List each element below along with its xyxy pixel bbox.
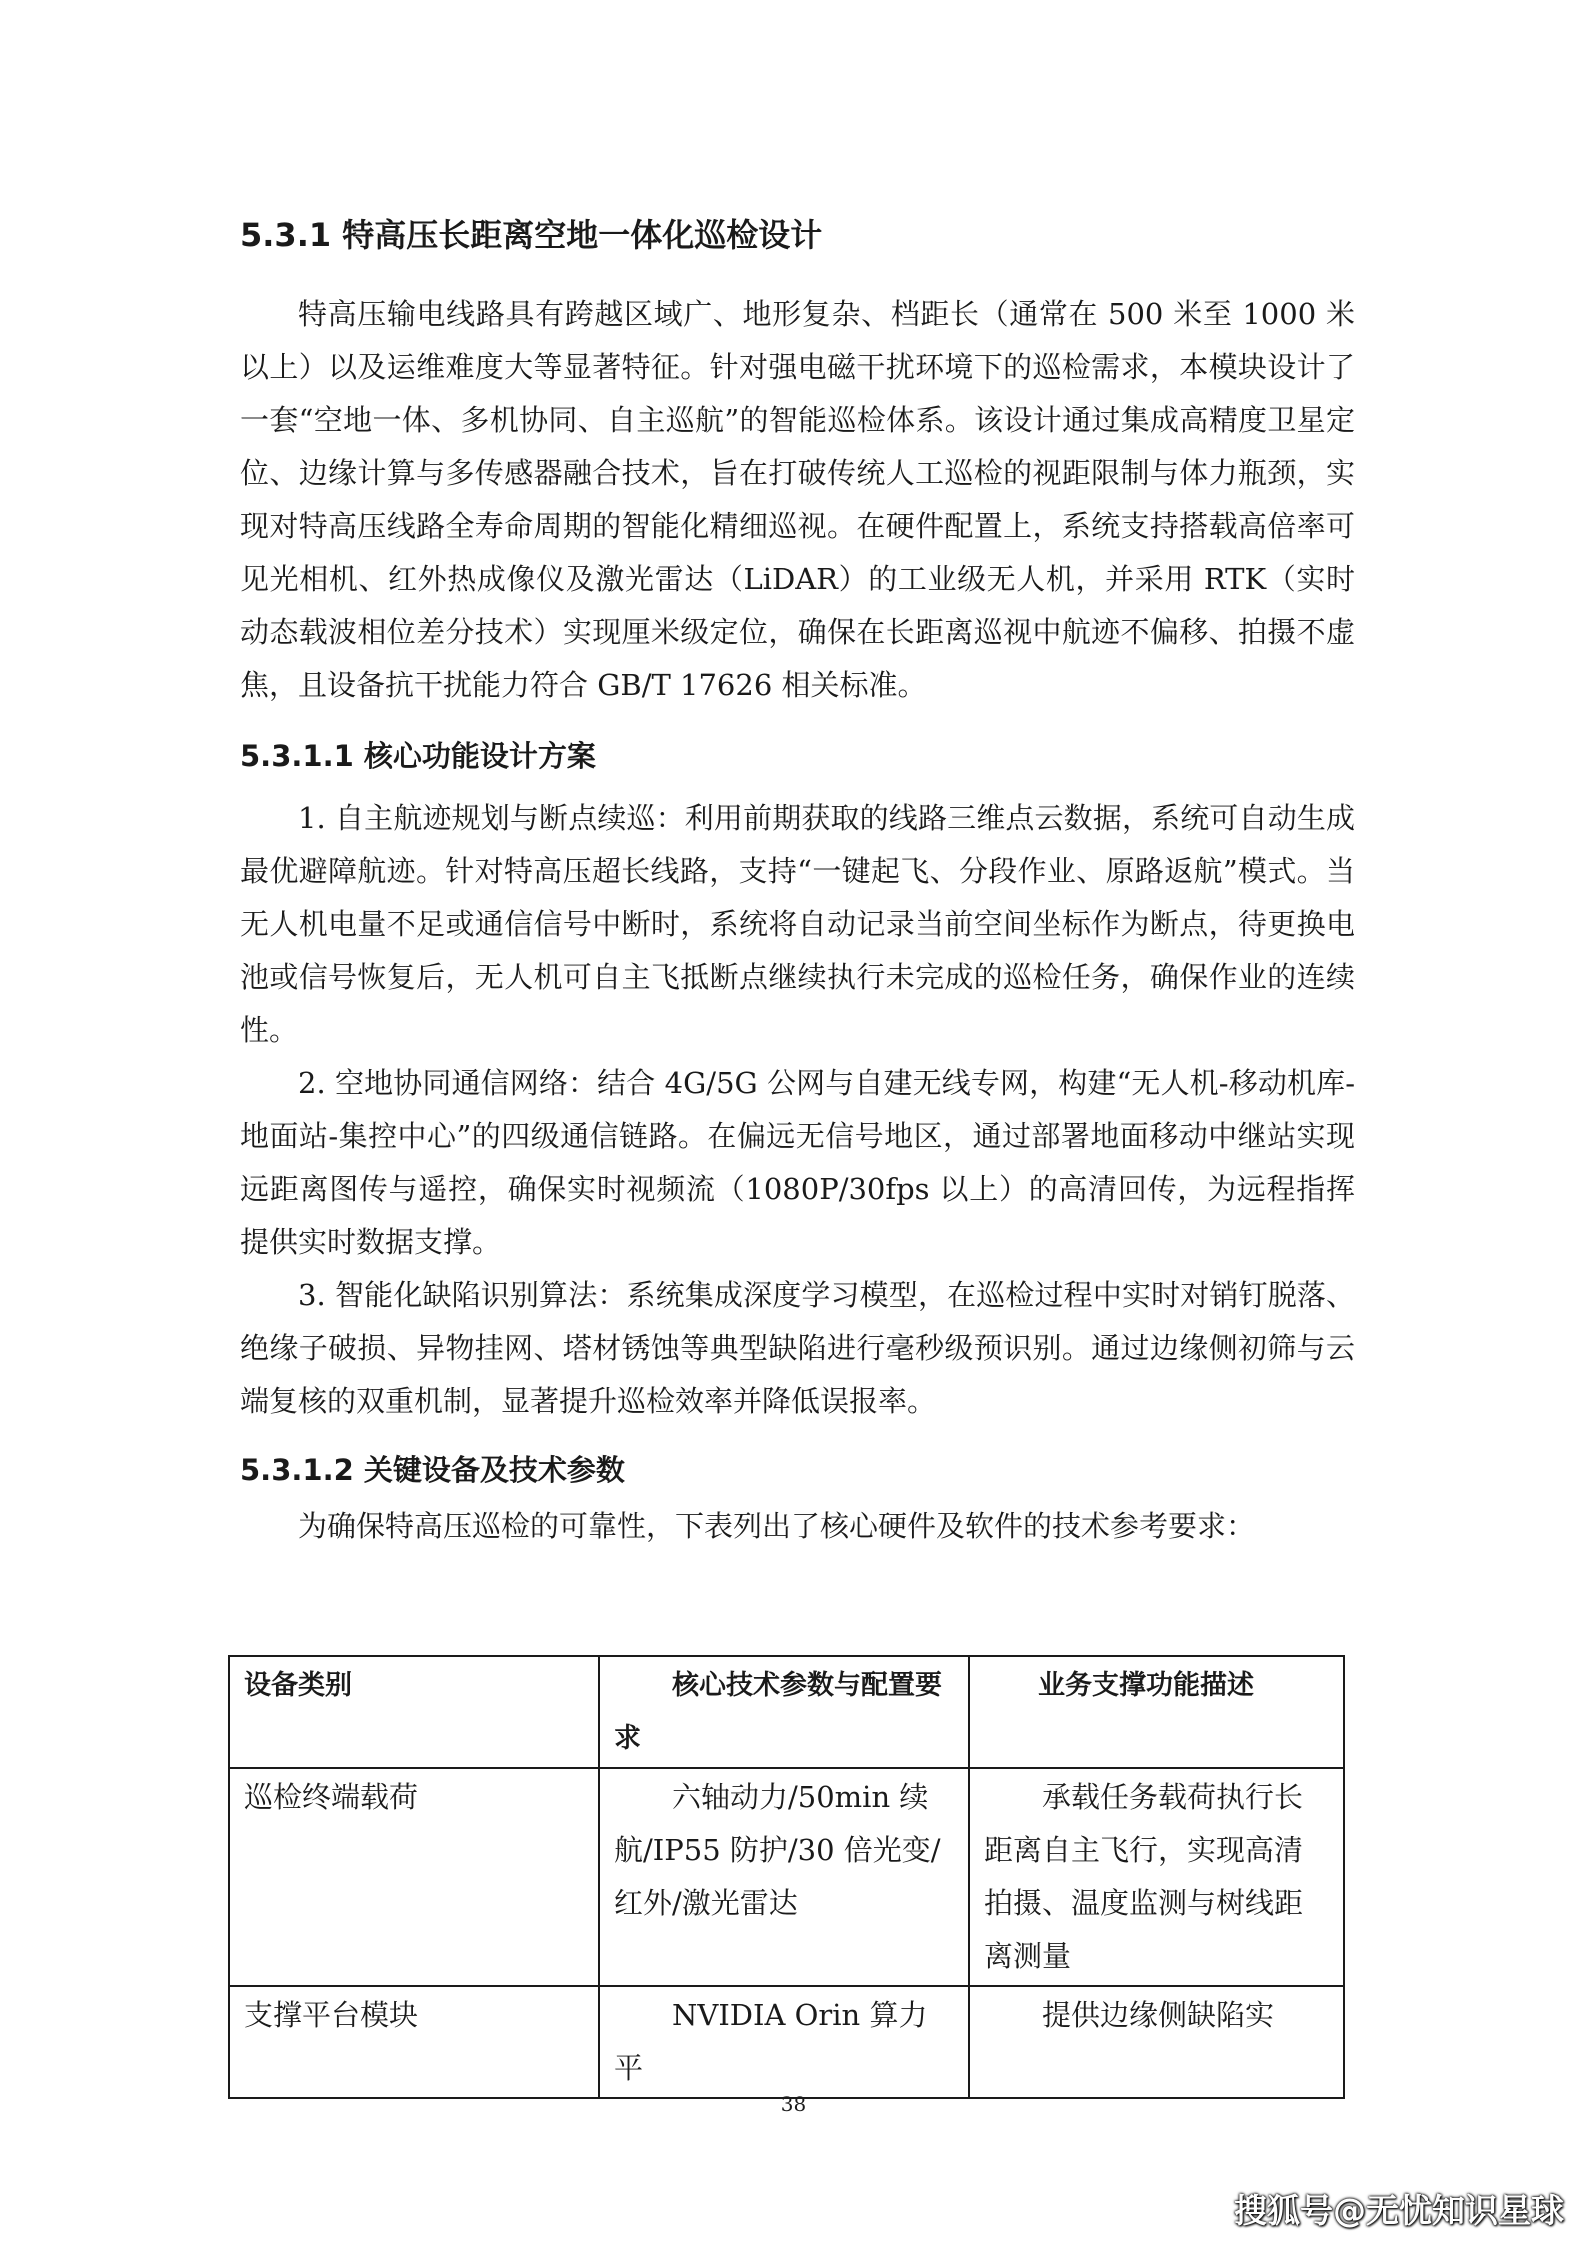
table-cell: 承载任务载荷执行长距离自主飞行，实现高清拍摄、温度监测与树线距离测量 — [969, 1768, 1344, 1986]
table-cell: 提供边缘侧缺陷实 — [969, 1986, 1344, 2098]
table-cell: 支撑平台模块 — [229, 1986, 599, 2098]
table-row — [229, 1986, 1344, 2098]
table-header-cell: 业务支撑功能描述 — [969, 1656, 1344, 1768]
page-content — [240, 200, 1355, 1553]
section-title: 5.3.1 特高压长距离空地一体化巡检设计 — [240, 216, 823, 254]
watermark: 搜狐号@无忧知识星球 — [1234, 2191, 1564, 2230]
section-intro-paragraph: 特高压输电线路具有跨越区域广、地形复杂、档距长（通常在 500 米至 1000 米以上）以及运维难度大等显著特征。针对强电磁干扰环境下的巡检需求，本模块设计了一套“空地一体、多机协同、自主巡航”的智能巡检体系。该设计通过集成高精度卫星定位、边缘计算与多传感器融合技术，旨在打破传统人工巡检的视距限制与体力瓶颈，实现对特高压线路全寿命周期的智能化精细巡视。在硬件配置上，系统支持搭载高倍率可见光相机、红外热成像仪及激光雷达（LiDAR）的工业级无人机，并采用 RTK（实时动态载波相位差分技术）实现厘米级定位，确保在长距离巡视中航迹不偏移、拍摄不虚焦，且设备抗干扰能力符合 GB/T 17626 相关标准。 — [240, 297, 1355, 702]
table-intro-paragraph: 为确保特高压巡检的可靠性，下表列出了核心硬件及软件的技术参考要求： — [298, 1509, 1256, 1543]
list-item-communication-network: 2. 空地协同通信网络：结合 4G/5G 公网与自建无线专网，构建“无人机-移动机库-地面站-集控中心”的四级通信链路。在偏远无信号地区，通过部署地面移动中继站实现远距离图传与遥控，确保实时视频流（1080P/30fps 以上）的高清回传，为远程指挥提供实时数据支撑。 — [240, 1066, 1355, 1259]
list-item-autonomous-route: 1. 自主航迹规划与断点续巡：利用前期获取的线路三维点云数据，系统可自动生成最优避障航迹。针对特高压超长线路，支持“一键起飞、分段作业、原路返航”模式。当无人机电量不足或通信信号中断时，系统将自动记录当前空间坐标作为断点，待更换电池或信号恢复后，无人机可自主飞抵断点继续执行未完成的巡检任务，确保作业的连续性。 — [240, 801, 1355, 1047]
page-number: 38 — [780, 2092, 807, 2116]
table-header-cell: 设备类别 — [229, 1656, 599, 1768]
table-header-cell: 核心技术参数与配置要求 — [599, 1656, 969, 1768]
table-cell: 六轴动力/50min 续航/IP55 防护/30 倍光变/红外/激光雷达 — [599, 1768, 969, 1986]
equipment-parameter-table — [228, 1655, 1345, 2099]
subsection-title-core-functions: 5.3.1.1 核心功能设计方案 — [240, 739, 596, 773]
table-row — [229, 1768, 1344, 1986]
table-header-row — [229, 1656, 1344, 1768]
subsection-title-key-equipment: 5.3.1.2 关键设备及技术参数 — [240, 1453, 625, 1487]
table-cell: NVIDIA Orin 算力平 — [599, 1986, 969, 2098]
table-cell: 巡检终端载荷 — [229, 1768, 599, 1986]
list-item-defect-recognition: 3. 智能化缺陷识别算法：系统集成深度学习模型，在巡检过程中实时对销钉脱落、绝缘子破损、异物挂网、塔材锈蚀等典型缺陷进行毫秒级预识别。通过边缘侧初筛与云端复核的双重机制，显著提升巡检效率并降低误报率。 — [240, 1278, 1355, 1418]
